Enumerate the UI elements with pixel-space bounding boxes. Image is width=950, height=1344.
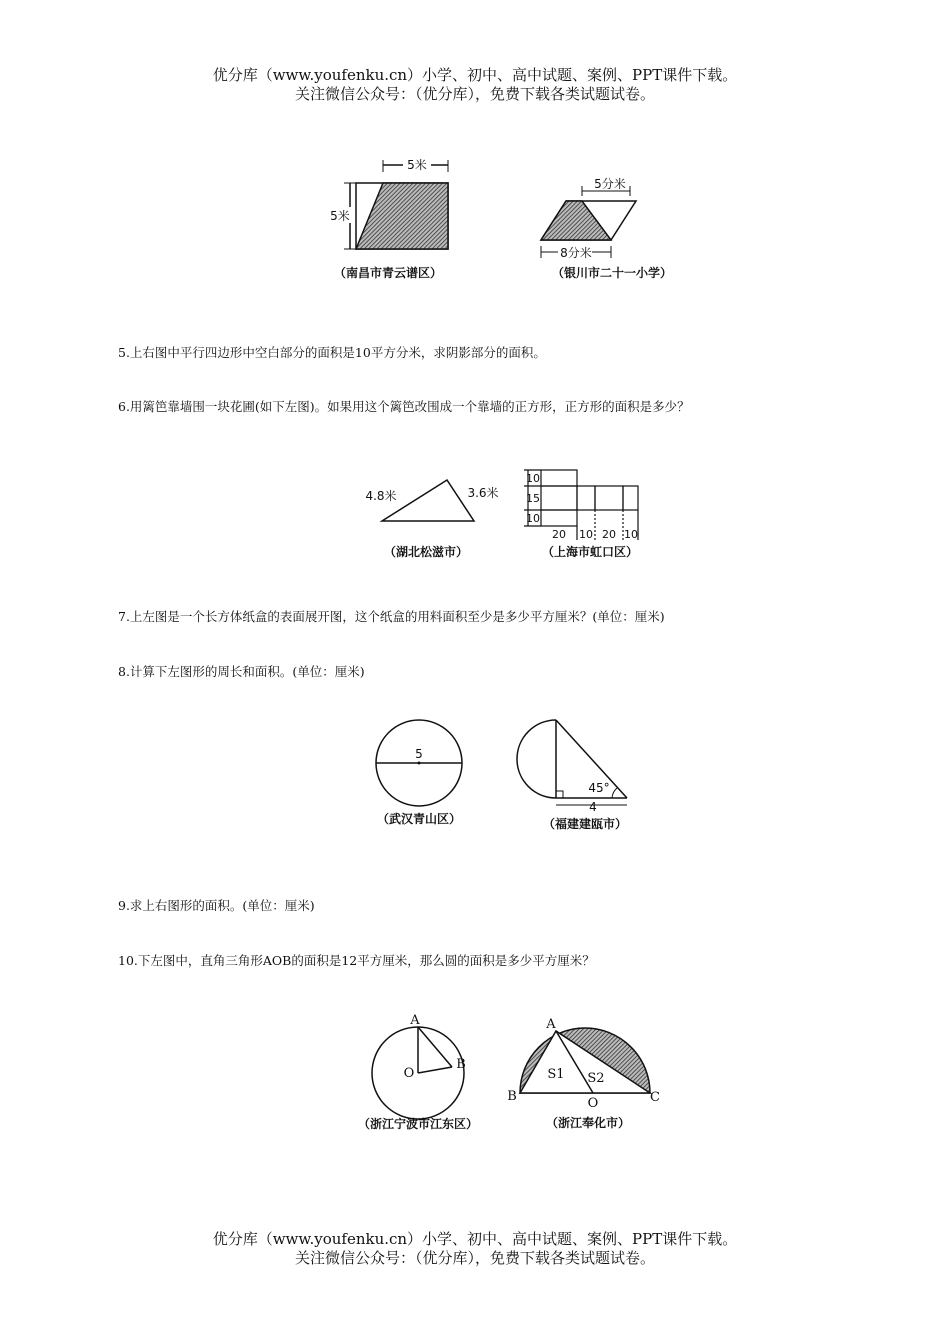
caption-yinchuan: （银川市二十一小学） <box>551 266 673 280</box>
question-9: 9.求上右图形的面积。(单位：厘米) <box>118 898 315 913</box>
figure-row-2 <box>0 460 950 570</box>
figure-jianou <box>517 720 627 831</box>
figure-row-1 <box>0 150 950 290</box>
figure-fenghua <box>507 1017 660 1130</box>
figure-hubei <box>365 480 498 559</box>
question-7: 7.上左图是一个长方体纸盒的表面展开图，这个纸盒的用料面积至少是多少平方厘米？(单位：厘米) <box>118 609 665 624</box>
shanghai-labels <box>526 472 638 559</box>
col-label-0: 20 <box>552 528 566 541</box>
region-s2: S2 <box>587 1071 605 1086</box>
caption-nanchang: （南昌市青云谱区） <box>333 266 443 280</box>
figure-row-3 <box>0 715 950 835</box>
figure-row-4 <box>0 1005 950 1145</box>
label-angle-45: 45° <box>588 781 610 795</box>
footer-line-2: 关注微信公众号：（优分库），免费下载各类试题试卷。 <box>294 1249 655 1267</box>
page-footer <box>0 1230 950 1268</box>
col-label-1: 10 <box>579 528 593 541</box>
col-label-3: 10 <box>624 528 638 541</box>
question-10: 10.下左图中，直角三角形AOB的面积是12平方厘米，那么圆的面积是多少平方厘米？ <box>118 953 595 968</box>
figure-yinchuan <box>541 176 672 280</box>
row-label-0: 10 <box>526 472 540 485</box>
figure-wuhan <box>376 720 462 826</box>
label-base-4: 4 <box>589 800 597 814</box>
region-s1: S1 <box>547 1067 565 1082</box>
label-bottom-8dm: 8分米 <box>560 246 592 260</box>
point-a: A <box>410 1013 420 1028</box>
page-header <box>0 66 950 104</box>
header-line-2: 关注微信公众号：（优分库），免费下载各类试题试卷。 <box>294 85 655 103</box>
point-b: B <box>456 1057 466 1072</box>
question-5: 5.上右图中平行四边形中空白部分的面积是10平方分米，求阴影部分的面积。 <box>118 345 546 360</box>
header-line-1: 优分库（www.youfenku.cn）小学、初中、高中试题、案例、PPT课件下载。 <box>212 66 738 84</box>
row-label-1: 15 <box>526 492 540 505</box>
label-diameter-5: 5 <box>415 747 423 761</box>
caption-shanghai: （上海市虹口区） <box>541 545 639 559</box>
point-o: O <box>403 1066 415 1081</box>
label-3-6m: 3.6米 <box>467 486 499 500</box>
col-label-2: 20 <box>602 528 616 541</box>
caption-hubei: （湖北松滋市） <box>383 545 469 559</box>
caption-ningbo: （浙江宁波市江东区） <box>357 1117 479 1131</box>
label-top-5dm: 5分米 <box>594 177 626 191</box>
point-o-2: O <box>587 1096 599 1111</box>
caption-wuhan: （武汉青山区） <box>376 812 462 826</box>
question-8: 8.计算下左图形的周长和面积。(单位：厘米) <box>118 664 365 679</box>
point-c: C <box>650 1090 660 1105</box>
question-6: 6.用篱笆靠墙围一块花圃(如下左图)。如果用这个篱笆改围成一个靠墙的正方形，正方形的面积是多少？ <box>118 399 690 414</box>
label-side-5m: 5米 <box>330 209 350 223</box>
figure-nanchang <box>328 157 448 280</box>
figure-ningbo <box>358 1013 478 1131</box>
footer-line-1: 优分库（www.youfenku.cn）小学、初中、高中试题、案例、PPT课件下载。 <box>212 1230 738 1248</box>
caption-fenghua: （浙江奉化市） <box>545 1116 631 1130</box>
point-a-2: A <box>546 1017 556 1032</box>
label-4-8m: 4.8米 <box>365 489 397 503</box>
caption-jianou: （福建建瓯市） <box>542 817 628 831</box>
point-b-2: B <box>507 1089 517 1104</box>
row-label-2: 10 <box>526 512 540 525</box>
label-top-5m: 5米 <box>407 158 427 172</box>
